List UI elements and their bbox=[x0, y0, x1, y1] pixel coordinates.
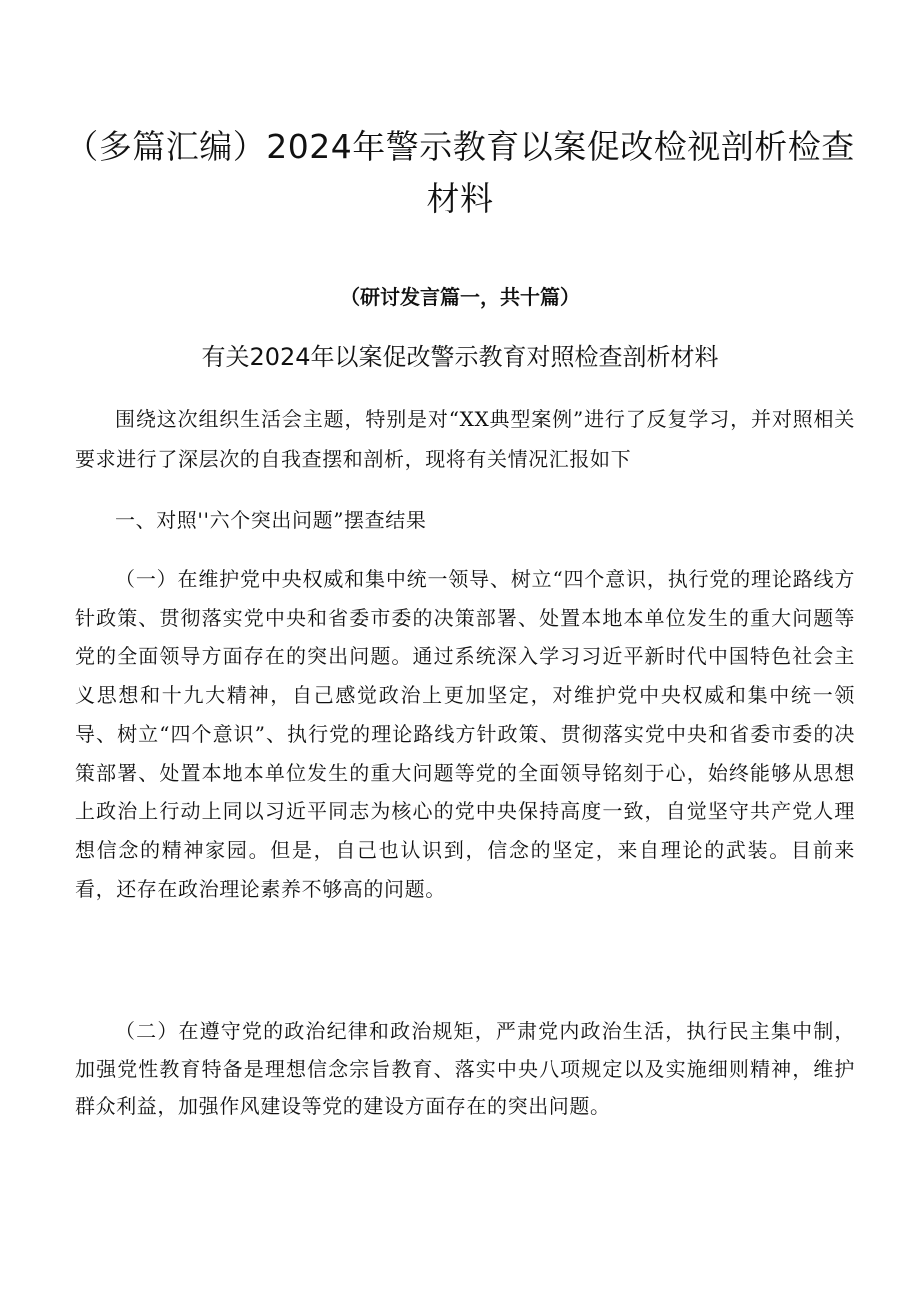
body-paragraph-1: （一）在维护党中央权威和集中统一领导、树立“四个意识，执行党的理论路线方针政策、贯彻落实党中央和省委市委的决策部署、处置本地本单位发生的重大问题等党的全面领导方面存在的突出问题。通过系统深入学习习近平新时代中国特色社会主义思想和十九大精神，自己感觉政治上更加坚定，对维护党中央权威和集中统一领导、树立“四个意识”、执行党的理论路线方针政策、贯彻落实党中央和省委市委的决策部署、处置本地本单位发生的重大问题等党的全面领导铭刻于心，始终能够从思想上政治上行动上同以习近平同志为核心的党中央保持高度一致，自觉坚守共产党人理想信念的精神家园。但是，自己也认识到，信念的坚定，来自理论的武装。目前来看，还存在政治理论素养不够高的问题。 bbox=[75, 567, 855, 901]
article-heading: 有关2024年以案促改警示教育对照检查剖析材料 bbox=[201, 343, 719, 371]
section-heading: 一、对照''六个突出问题”摆查结果 bbox=[115, 508, 427, 532]
document-title: （多篇汇编）2024年警示教育以案促改检视剖析检查材料 bbox=[65, 127, 855, 218]
document-subtitle: （研讨发言篇一，共十篇） bbox=[340, 285, 580, 309]
body-paragraph-2: （二）在遵守党的政治纪律和政治规矩，严肃党内政治生活，执行民主集中制，加强党性教育特备是理想信念宗旨教育、落实中央八项规定以及实施细则精神，维护群众利益，加强作风建设等党的建设方面存在的突出问题。 bbox=[75, 1019, 855, 1118]
intro-paragraph: 围绕这次组织生活会主题，特别是对“XX典型案例”进行了反复学习，并对照相关要求进行了深层次的自我查摆和剖析，现将有关情况汇报如下 bbox=[75, 407, 855, 471]
